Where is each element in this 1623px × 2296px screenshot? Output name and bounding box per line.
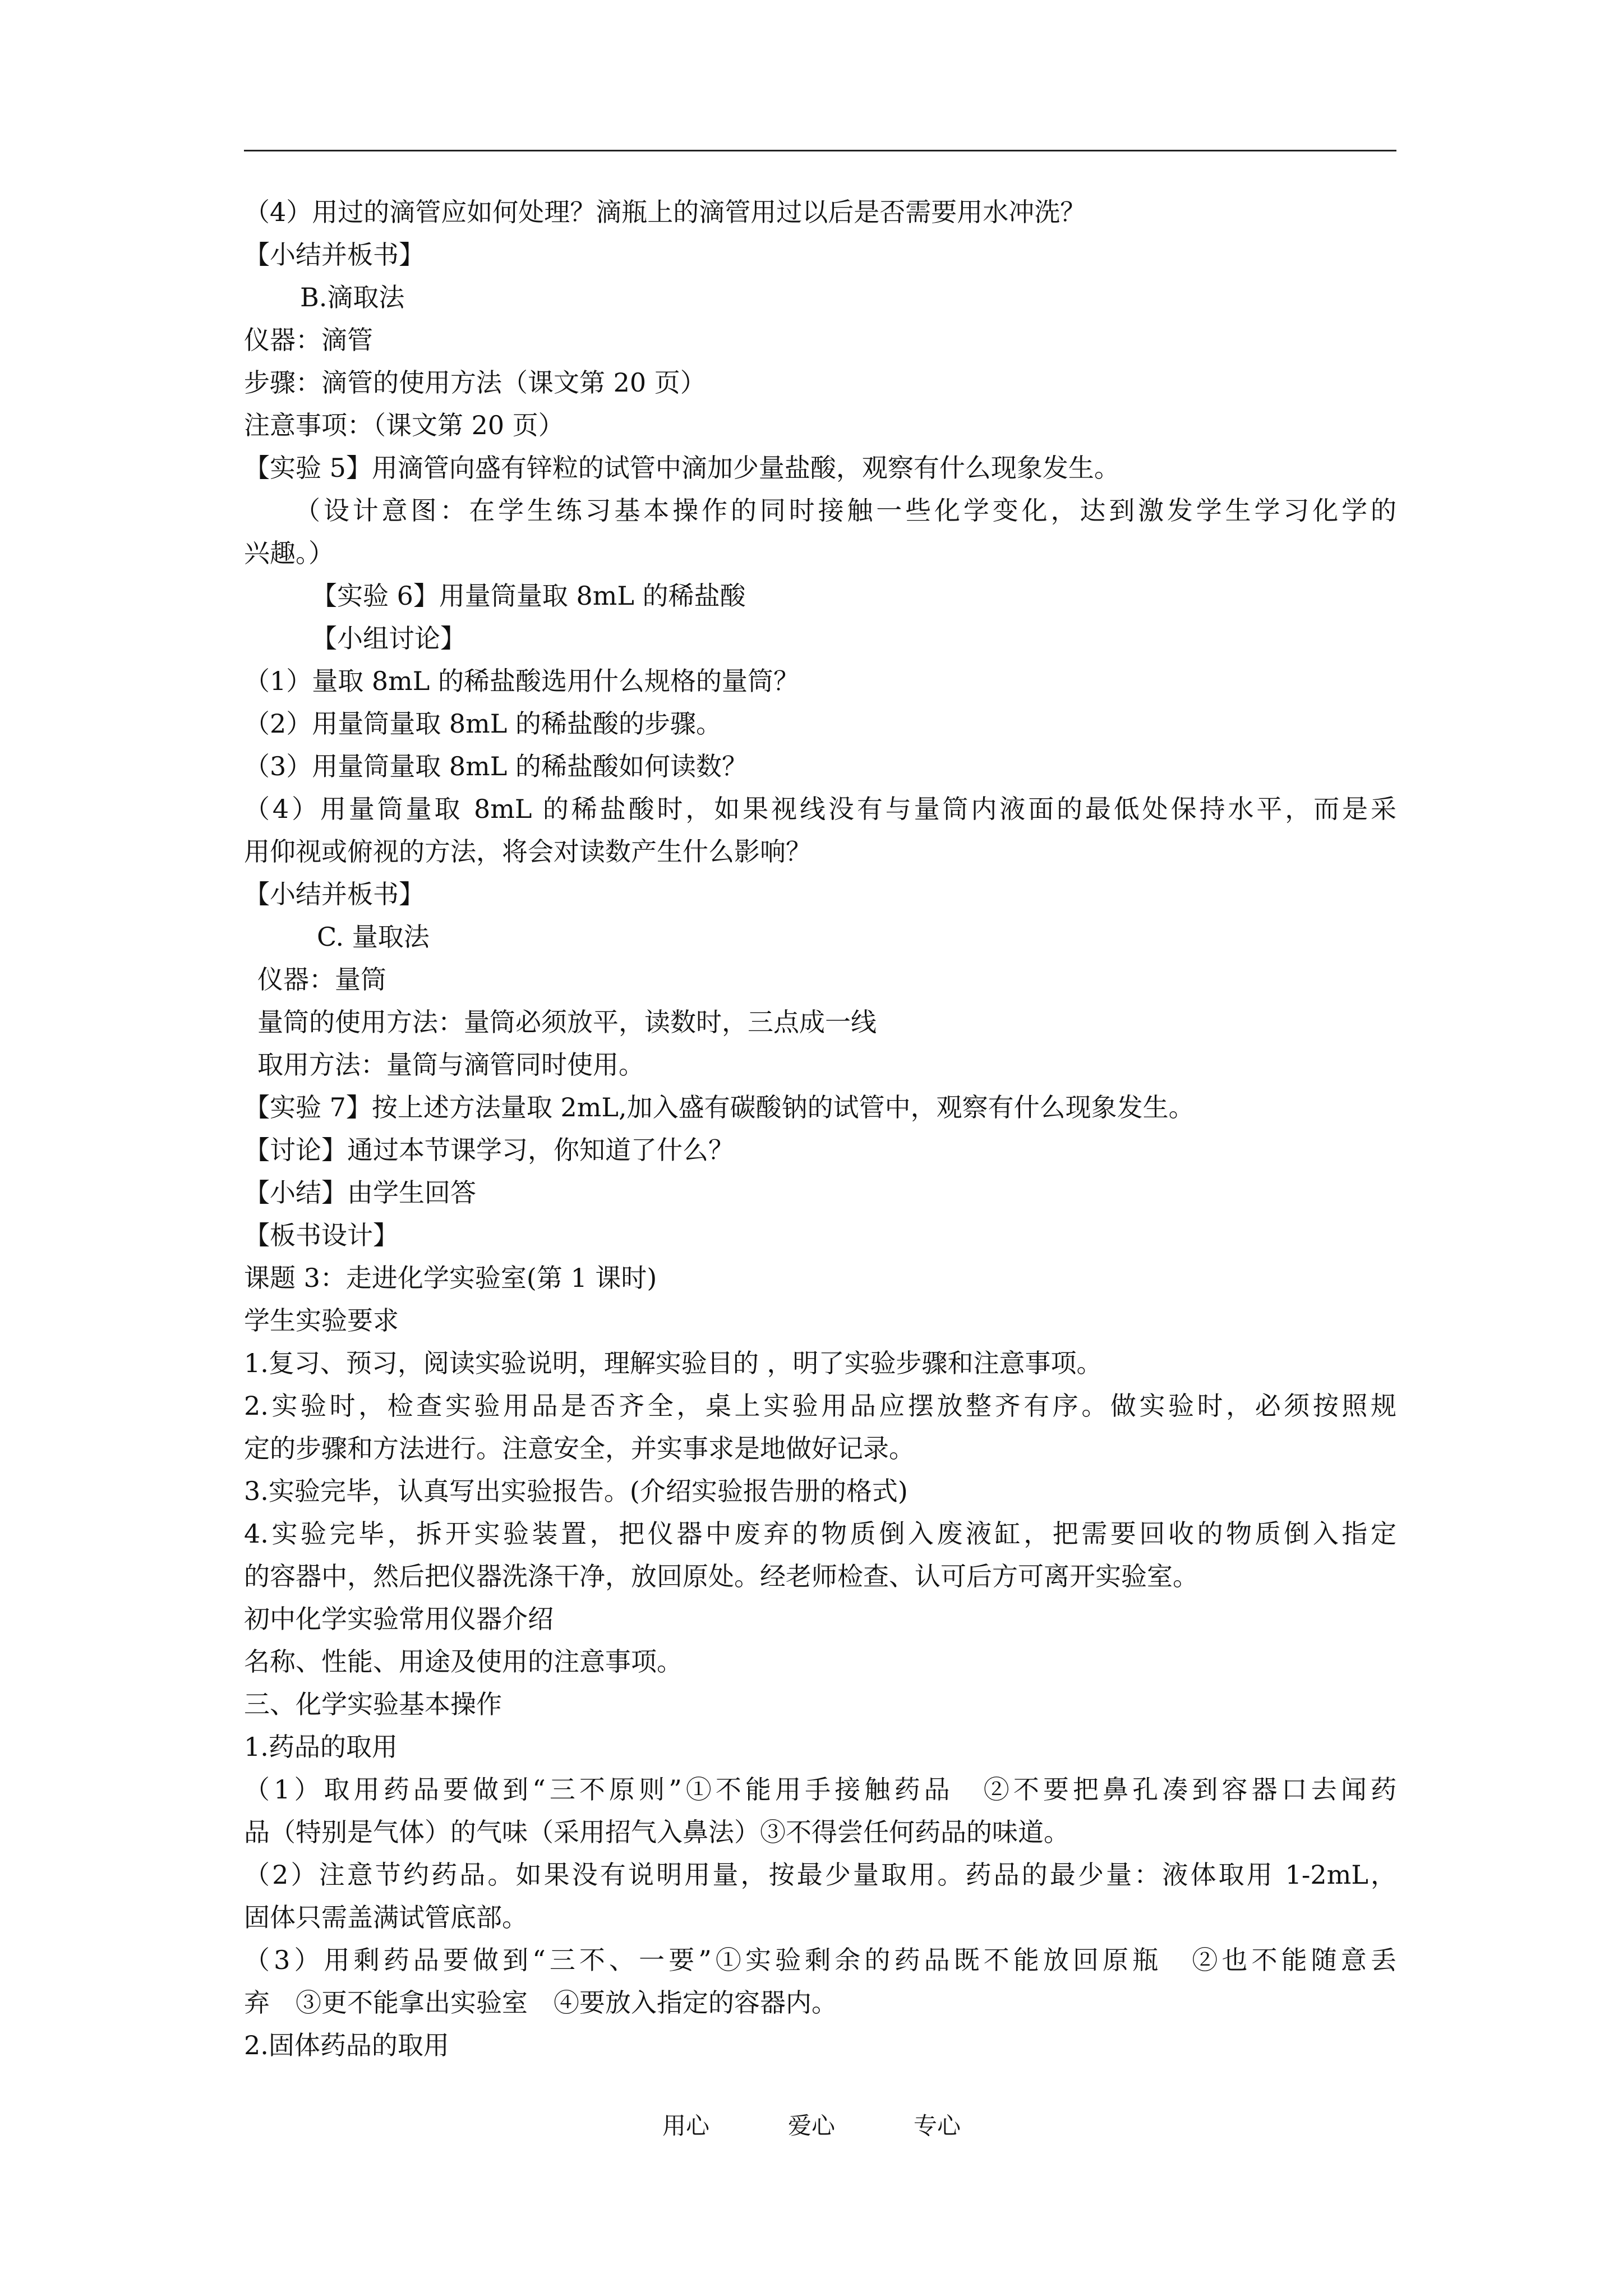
text-line: 兴趣。） — [244, 538, 334, 568]
text-line: 【小组讨论】 — [311, 623, 466, 654]
text-line: 弃 ③更不能拿出实验室 ④要放入指定的容器内。 — [244, 1987, 837, 2018]
text-line: 3.实验完毕，认真写出实验报告。(介绍实验报告册的格式) — [244, 1476, 908, 1506]
text-line: 课题 3：走进化学实验室(第 1 课时) — [244, 1263, 657, 1293]
text-line: 的容器中，然后把仪器洗涤干净，放回原处。经老师检查、认可后方可离开实验室。 — [244, 1561, 1198, 1591]
text-line: 注意事项：（课文第 20 页） — [244, 410, 564, 440]
text-line: 用仰视或俯视的方法，将会对读数产生什么影响？ — [244, 836, 811, 867]
text-line: 2.固体药品的取用 — [244, 2030, 449, 2060]
text-line: 【实验 5】用滴管向盛有锌粒的试管中滴加少量盐酸，观察有什么现象发生。 — [244, 453, 1120, 483]
text-line: 仪器：量筒 — [257, 964, 386, 995]
text-line: B.滴取法 — [300, 282, 405, 312]
text-line: 定的步骤和方法进行。注意安全，并实事求是地做好记录。 — [244, 1433, 915, 1464]
text-line: 1.复习、预习，阅读实验说明，理解实验目的 ，明了实验步骤和注意事项。 — [244, 1348, 1103, 1378]
text-line: （2）用量筒量取 8mL 的稀盐酸的步骤。 — [244, 708, 722, 739]
text-line: 取用方法：量筒与滴管同时使用。 — [257, 1050, 644, 1080]
text-line: 2.实验时，检查实验用品是否齐全，桌上实验用品应摆放整齐有序。做实验时，必须按照规 — [244, 1391, 1396, 1421]
text-line: 【板书设计】 — [244, 1220, 399, 1250]
text-line: （3）用量筒量取 8mL 的稀盐酸如何读数？ — [244, 751, 748, 781]
text-line: 名称、性能、用途及使用的注意事项。 — [244, 1646, 683, 1677]
text-line: 三、化学实验基本操作 — [244, 1689, 502, 1719]
text-line: 【小结】由学生回答 — [244, 1177, 476, 1208]
footer-word: 用心 — [662, 2112, 709, 2139]
text-line: （1）取用药品要做到“三不原则”①不能用手接触药品 ②不要把鼻孔凑到容器口去闻药 — [244, 1774, 1396, 1805]
text-line: 1.药品的取用 — [244, 1732, 398, 1762]
header-rule — [244, 150, 1396, 151]
text-line: 【实验 6】用量筒量取 8mL 的稀盐酸 — [311, 581, 746, 611]
text-line: 【小结并板书】 — [244, 240, 425, 270]
text-line: 初中化学实验常用仪器介绍 — [244, 1604, 554, 1634]
text-line: （设计意图：在学生练习基本操作的同时接触一些化学变化，达到激发学生学习化学的 — [294, 495, 1396, 526]
text-line: 量筒的使用方法：量筒必须放平，读数时，三点成一线 — [257, 1007, 877, 1037]
text-line: 【小结并板书】 — [244, 879, 425, 909]
page-footer — [0, 2109, 1623, 2143]
text-line: 品（特别是气体）的气味（采用招气入鼻法）③不得尝任何药品的味道。 — [244, 1817, 1069, 1847]
text-line: （1）量取 8mL 的稀盐酸选用什么规格的量筒？ — [244, 666, 799, 696]
text-line: 仪器：滴管 — [244, 325, 373, 355]
text-line: 【讨论】通过本节课学习，你知道了什么？ — [244, 1135, 734, 1165]
text-line: 步骤：滴管的使用方法（课文第 20 页） — [244, 367, 706, 398]
text-line: 4.实验完毕，拆开实验装置，把仪器中废弃的物质倒入废液缸，把需要回收的物质倒入指定 — [244, 1519, 1396, 1549]
footer-word: 爱心 — [787, 2112, 835, 2139]
text-line: 学生实验要求 — [244, 1305, 399, 1336]
text-line: （3）用剩药品要做到“三不、一要”①实验剩余的药品既不能放回原瓶 ②也不能随意丢 — [244, 1945, 1396, 1975]
text-line: （4）用量筒量取 8mL 的稀盐酸时，如果视线没有与量筒内液面的最低处保持水平，而是采 — [244, 794, 1396, 824]
text-line: 固体只需盖满试管底部。 — [244, 1902, 528, 1932]
footer-word: 专心 — [914, 2112, 961, 2139]
document-body — [244, 191, 1396, 2067]
text-line: （4）用过的滴管应如何处理？滴瓶上的滴管用过以后是否需要用水冲洗？ — [244, 197, 1086, 227]
text-line: 【实验 7】按上述方法量取 2mL,加入盛有碳酸钠的试管中，观察有什么现象发生。 — [244, 1092, 1195, 1122]
text-line: （2）注意节约药品。如果没有说明用量，按最少量取用。药品的最少量：液体取用 1-2mL， — [244, 1860, 1396, 1890]
text-line: C. 量取法 — [317, 922, 430, 952]
